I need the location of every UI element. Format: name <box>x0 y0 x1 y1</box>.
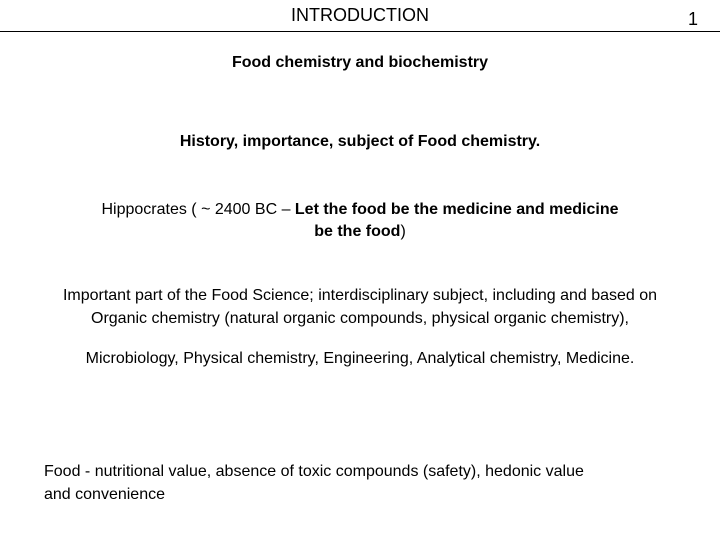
food-definition-line1: Food - nutritional value, absence of toxic compounds (safety), hedonic value <box>44 463 584 480</box>
heading: Food chemistry and biochemistry <box>231 54 489 71</box>
slide-title: INTRODUCTION <box>291 5 429 25</box>
hippocrates-quote-line2 <box>0 221 720 243</box>
hippocrates-quote-part2: be the food <box>314 223 401 240</box>
food-definition <box>44 460 684 506</box>
hippocrates-quote-part1: Let the food be the medicine and medicine <box>294 201 619 218</box>
subheading: History, importance, subject of Food chemistry. <box>179 133 541 150</box>
importance-line2: Organic chemistry (natural organic compounds, physical organic chemistry), <box>91 310 629 327</box>
page-number: 1 <box>687 9 698 29</box>
food-definition-line2: and convenience <box>44 486 165 503</box>
hippocrates-suffix: ) <box>400 223 406 240</box>
importance-line1: Important part of the Food Science; interdisciplinary subject, including and based on <box>62 287 658 304</box>
hippocrates-quote-line1 <box>0 199 720 221</box>
hippocrates-prefix: Hippocrates ( ~ 2400 BC – <box>101 201 295 218</box>
disciplines-line: Microbiology, Physical chemistry, Engineering, Analytical chemistry, Medicine. <box>85 350 635 367</box>
header-divider <box>0 31 720 32</box>
